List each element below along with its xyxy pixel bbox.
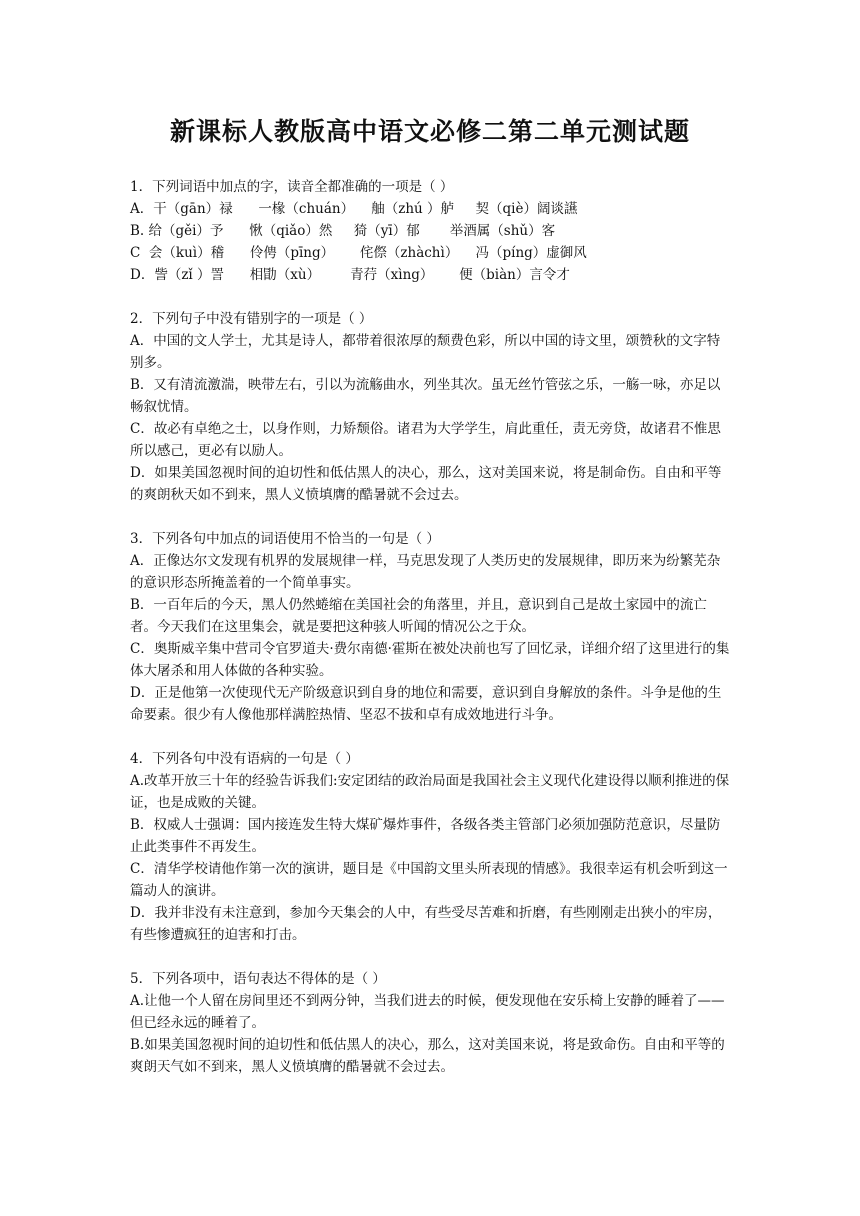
option-c: C．故必有卓绝之士，以身作则，力矫颓俗。诸君为大学学生，肩此重任，责无旁贷，故诸君不惟思所以感己，更必有以励人。 xyxy=(130,421,721,459)
option-a: A．中国的文人学士，尤其是诗人，都带着很浓厚的颓费色彩，所以中国的诗文里，颂赞秋的文字特别多。 xyxy=(130,333,721,371)
question-stem: 5．下列各项中，语句表达不得体的是（ ） xyxy=(130,971,386,987)
question-stem: 1．下列词语中加点的字，读音全都准确的一项是（ ） xyxy=(130,179,454,195)
option-d: D．正是他第一次使现代无产阶级意识到自身的地位和需要，意识到自身解放的条件。斗争是他的生命要素。很少有人像他那样满腔热情、坚忍不拔和卓有成效地进行斗争。 xyxy=(130,685,722,723)
option-a: A．干（gān）禄 一椽（chuán） 舳（zhú ）舻 契（qiè）阔谈讌 xyxy=(130,201,578,217)
option-b: B．权威人士强调：国内接连发生特大煤矿爆炸事件，各级各类主管部门必须加强防范意识，尽量防止此类事件不再发生。 xyxy=(130,817,721,855)
question-stem: 3．下列各句中加点的词语使用不恰当的一句是（ ） xyxy=(130,531,440,547)
question-1 xyxy=(130,176,730,286)
option-b: B.如果美国忽视时间的迫切性和低估黑人的决心，那么，这对美国来说，将是致命伤。自由和平等的爽朗天气如不到来，黑人义愤填膺的酷暑就不会过去。 xyxy=(130,1037,725,1075)
option-d: D．如果美国忽视时间的迫切性和低估黑人的决心，那么，这对美国来说，将是制命伤。自由和平等的爽朗秋天如不到来，黑人义愤填膺的酷暑就不会过去。 xyxy=(130,465,722,503)
document-title: 新课标人教版高中语文必修二第二单元测试题 xyxy=(169,117,690,146)
option-a: A．正像达尔文发现有机界的发展规律一样，马克思发现了人类历史的发展规律，即历来为纷繁芜杂的意识形态所掩盖着的一个简单事实。 xyxy=(130,553,721,591)
option-c: C．奥斯威辛集中营司令官罗道夫·费尔南德·霍斯在被处决前也写了回忆录，详细介绍了这里进行的集体大屠杀和用人体做的各种实验。 xyxy=(130,641,730,679)
question-stem: 2．下列句子中没有错别字的一项是（ ） xyxy=(130,311,373,327)
question-3 xyxy=(130,528,730,726)
option-d: D．訾（zǐ ）詈 相勖（xù） 青荇（xìng） 便（biàn）言令才 xyxy=(130,267,570,283)
option-d: D．我并非没有未注意到，参加今天集会的人中，有些受尽苦难和折磨，有些刚刚走出狭小的牢房，有些惨遭疯狂的迫害和打击。 xyxy=(130,905,722,943)
option-b: B．又有清流激湍，映带左右，引以为流觞曲水，列坐其次。虽无丝竹管弦之乐，一觞一咏，亦足以畅叙忧情。 xyxy=(130,377,721,415)
option-c: C 会（kuì）稽 伶俜（pīng） 侘傺（zhàchì） 冯（píng）虚御风 xyxy=(130,245,587,261)
question-2 xyxy=(130,308,730,506)
option-a: A.改革开放三十年的经验告诉我们:安定团结的政治局面是我国社会主义现代化建设得以顺利推进的保证，也是成败的关键。 xyxy=(130,773,730,811)
question-stem: 4．下列各句中没有语病的一句是（ ） xyxy=(130,751,359,767)
option-b: B. 给（gěi）予 愀（qiǎo）然 猗（yī）郁 举酒属（shǔ）客 xyxy=(130,223,556,239)
option-a: A.让他一个人留在房间里还不到两分钟，当我们进去的时候，便发现他在安乐椅上安静的睡着了——但已经永远的睡着了。 xyxy=(130,993,725,1031)
option-b: B．一百年后的今天，黑人仍然蜷缩在美国社会的角落里，并且，意识到自己是故土家园中的流亡者。今天我们在这里集会，就是要把这种骇人听闻的情况公之于众。 xyxy=(130,597,707,635)
question-list xyxy=(130,176,730,1100)
option-c: C．清华学校请他作第一次的演讲，题目是《中国韵文里头所表现的情感》。我很幸运有机会听到这一篇动人的演讲。 xyxy=(130,861,728,899)
question-4 xyxy=(130,748,730,946)
question-5 xyxy=(130,968,730,1078)
